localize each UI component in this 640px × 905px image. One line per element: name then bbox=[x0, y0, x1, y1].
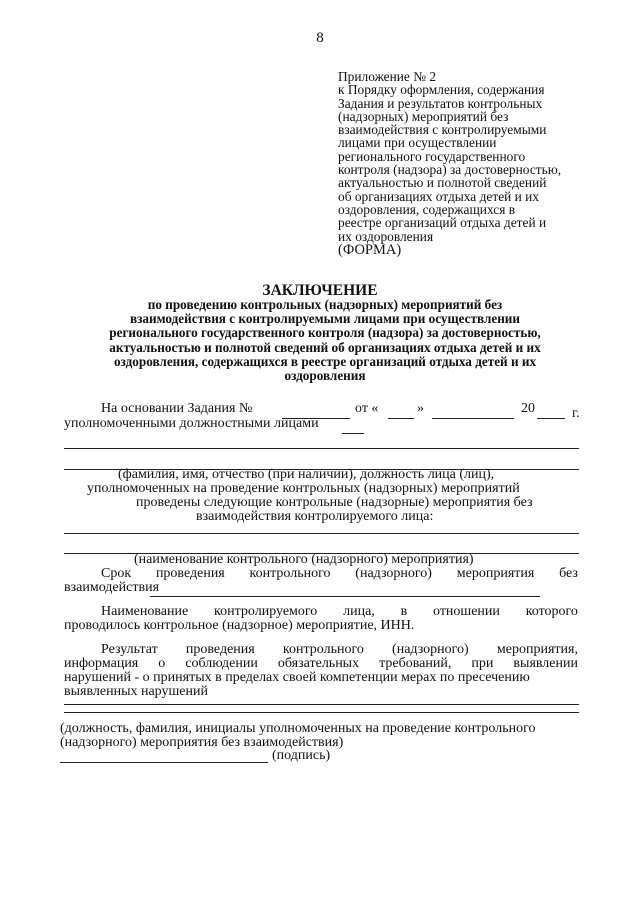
signature-caption-2: (надзорного) мероприятия без взаимодействия) bbox=[60, 735, 344, 750]
result-word: соблюдении bbox=[185, 656, 258, 671]
result-word: обязательных bbox=[277, 656, 360, 671]
appendix-line: контроля (надзора) за достоверностью, bbox=[338, 162, 562, 178]
result-word: информация bbox=[64, 656, 139, 671]
result-word: требований, bbox=[379, 656, 452, 671]
controlled-word: которого bbox=[525, 604, 578, 619]
term-field[interactable] bbox=[150, 596, 540, 597]
appendix-line: Приложение № 2 bbox=[338, 69, 437, 84]
subtitle-line: оздоровления, содержащихся в реестре организаций отдыха детей и их bbox=[113, 353, 537, 369]
controlled-word: в bbox=[400, 604, 408, 619]
appendix-line: актуальностью и полнотой сведений bbox=[338, 175, 547, 191]
appendix-line: (надзорных) мероприятий без bbox=[338, 108, 509, 124]
document-title: ЗАКЛЮЧЕНИЕ bbox=[262, 282, 378, 299]
subtitle-line: взаимодействия с контролируемыми лицами при осуществлении bbox=[130, 311, 520, 327]
basis-prefix: На основании Задания № bbox=[101, 401, 253, 416]
person-field-line[interactable] bbox=[64, 448, 579, 449]
term-word: мероприятия bbox=[456, 566, 535, 581]
appendix-line: их оздоровления bbox=[338, 228, 434, 244]
controlled-line-2: проводилось контрольное (надзорное) мероприятие, ИНН. bbox=[64, 618, 415, 633]
term-word: Срок bbox=[101, 566, 132, 581]
forma-label: (ФОРМА) bbox=[338, 241, 402, 258]
signature-caption: (должность, фамилия, инициалы уполномоченных на проведение контрольного bbox=[60, 721, 536, 736]
event-field-line[interactable] bbox=[64, 533, 579, 534]
term-line bbox=[101, 566, 578, 582]
person-caption-4: взаимодействия контролируемого лица: bbox=[196, 509, 434, 524]
subtitle-line: по проведению контрольных (надзорных) мероприятий без bbox=[147, 297, 503, 312]
basis-from: от « bbox=[355, 401, 379, 416]
appendix-line: регионального государственного bbox=[338, 148, 526, 164]
page-number: 8 bbox=[316, 30, 324, 46]
result-word: мероприятия, bbox=[496, 642, 578, 657]
subtitle-line: актуальностью и полнотой сведений об организациях отдыха детей и их bbox=[109, 339, 541, 355]
result-word: выявлении bbox=[513, 656, 578, 671]
authorized-label: уполномоченными должностными лицами bbox=[64, 416, 319, 431]
controlled-word: отношении bbox=[433, 604, 500, 619]
signature-label: (подпись) bbox=[272, 748, 331, 763]
controlled-word: лица, bbox=[343, 604, 375, 619]
basis-year-suffix: г. bbox=[572, 406, 580, 421]
basis-year: 20 bbox=[521, 401, 535, 416]
term-word: проведения bbox=[155, 566, 225, 581]
appendix-line: Задания и результатов контрольных bbox=[338, 95, 543, 111]
result-word: при bbox=[471, 656, 494, 671]
result-word: о bbox=[158, 656, 166, 671]
year-field[interactable] bbox=[537, 418, 565, 419]
basis-quote: » bbox=[417, 401, 424, 416]
result-word: контрольного bbox=[282, 642, 364, 657]
authorized-field[interactable] bbox=[342, 433, 364, 434]
controlled-word: контролируемого bbox=[214, 604, 318, 619]
signature-field[interactable] bbox=[60, 762, 268, 763]
result-field-line[interactable] bbox=[64, 712, 579, 713]
result-field-line[interactable] bbox=[64, 704, 579, 705]
result-line-4: выявленных нарушений bbox=[64, 684, 208, 699]
result-word: проведения bbox=[185, 642, 255, 657]
appendix-line: лицами при осуществлении bbox=[338, 135, 497, 151]
subtitle-line: регионального государственного контроля (надзора) за достоверностью, bbox=[109, 325, 541, 341]
appendix-line: оздоровления, содержащихся в bbox=[338, 201, 516, 217]
appendix-line: об организациях отдыха детей и их bbox=[338, 188, 540, 204]
term-word: без bbox=[559, 566, 578, 581]
result-word: Результат bbox=[101, 642, 158, 657]
appendix-line: реестре организаций отдыха детей и bbox=[338, 215, 547, 231]
month-field[interactable] bbox=[432, 418, 514, 419]
subtitle-line: оздоровления bbox=[284, 368, 366, 384]
person-caption-3: проведены следующие контрольные (надзорные) мероприятия без bbox=[136, 495, 533, 510]
term-line-2: взаимодействия bbox=[64, 580, 160, 595]
result-line-3: нарушений - о принятых в пределах своей компетенции мерах по пресечению bbox=[64, 670, 530, 685]
appendix-line: взаимодействия с контролируемыми bbox=[338, 122, 547, 138]
result-word: (надзорного) bbox=[392, 642, 469, 657]
person-caption-2: уполномоченных на проведение контрольных (надзорных) мероприятий bbox=[87, 481, 520, 496]
person-caption: (фамилия, имя, отчество (при наличии), должность лица (лиц), bbox=[118, 467, 495, 482]
day-field[interactable] bbox=[388, 418, 414, 419]
term-word: контрольного bbox=[249, 566, 331, 581]
term-word: (надзорного) bbox=[355, 566, 432, 581]
document-subtitle bbox=[60, 298, 590, 383]
controlled-word: Наименование bbox=[101, 604, 189, 619]
appendix-line: к Порядку оформления, содержания bbox=[338, 82, 545, 98]
event-caption: (наименование контрольного (надзорного) мероприятия) bbox=[134, 552, 474, 567]
appendix-block bbox=[338, 70, 598, 257]
